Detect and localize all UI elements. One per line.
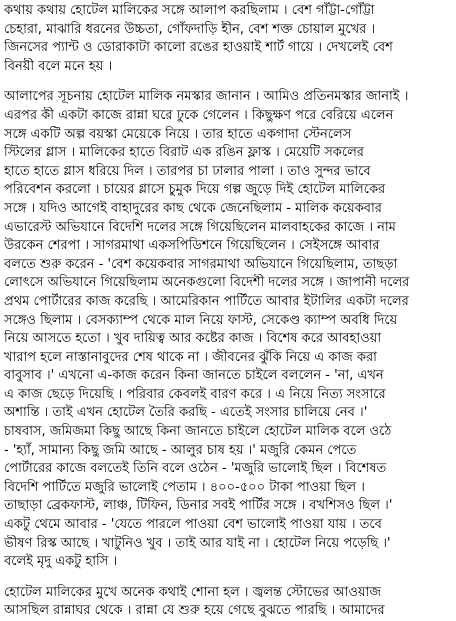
text-line: হাতে হাতে গ্লাস ধরিয়ে দিল । তারপর চা ঢালার পালা । তাও সুন্দর ভাবে [4,163,371,179]
text-line: জিনসের প্যান্ট ও ডোরাকাটা কালো রঙের হাওয়াই শার্ট গায়ে । দেখলেই বেশ [4,40,393,56]
text-line: বিদেশি পার্টিতে মজুরি ভালোই পেতাম । ৪০০-৫০০ টাকা পাওয়া ছিল । [4,479,365,495]
text-line: কথায় কথায় হোটেল মালিকের সঙ্গে আলাপ করছিলাম । বেশ গাঁট্টা-গোঁট্টা [4,3,375,18]
text-line: একটু থেমে আবার - 'যেতে পারলে পাওয়া বেশ ভালোই পাওয়া যায় । তবে [4,517,382,533]
text-line: বলতে শুরু করেন - 'বেশ কয়েকবার সাগরমাথা অভিযানে গিয়েছিলাম, তাছড়া [4,256,398,272]
text-line: লোৎসে অভিযানে গিয়েছিলাম অনেকগুলো বিদেশী দলের সঙ্গে । জাপানী দলের [4,275,410,291]
text-line: অশান্তি । তাই এখন হোটেল তৈরি করছি - এতেই সংসার চালিয়ে নেব ।' [4,405,368,421]
text-line: চাষবাস, জমিজমা কিছু আছে কিনা জানতে চাইলে হোটেল মালিক বলে ওঠে [4,424,392,440]
paragraph-closing [4,584,452,621]
text-line: এরপর কী একটা কাজে রান্না ঘরে ঢুকে গেলেন । কিছুক্ষণ পরে বেরিয়ে এলেন [4,107,394,123]
text-line: পরিবেশন করলো । চায়ের গ্লাসে চুমুক দিয়ে গল্প জুড়ে দিই হোটেল মালিকের [4,182,386,198]
text-line: এ কাজ ছেড়ে দিয়েছি । পরিবার কেবলই বারণ করে । এ নিয়ে নিত্য সংসারে [4,386,386,402]
text-line: উরকেন শেরপা । সাগরমাথা একসপিডিশনে গিয়েছিলেন । সেইসঙ্গে আবার [4,238,380,254]
text-line: এভারেস্ট অভিযানে বিদেশি দলের সঙ্গে গিয়েছিলেন মালবাহকের কাজে । নাম [4,219,396,235]
paragraph-intro [4,2,452,76]
text-line: বিনয়ী বলে মনে হয় । [4,58,113,74]
text-line: আসছিল রান্নাঘর থেকে । রান্না যে শুরু হয়ে গেছে বুঝতে পারছি । আমাদের [4,603,385,619]
text-line: খারাপ হলে নাস্তানাবুদের শেষ থাকে না । জীবনের ঝুঁকি নিয়ে এ কাজ করা [4,349,377,365]
text-line: ভীষণ রিস্ক আছে । খাটুনিও খুব । তাই আর যাই না । হোটেল নিয়ে পড়েছি ।' [4,535,391,551]
text-line: হোটেল মালিকের মুখে অনেক কথাই শোনা হল । জ্বলন্ত স্টোভের আওয়াজ [4,584,381,600]
text-line: তাছাড়া ব্রেকফাস্ট, লাঞ্চ, টিফিন, ডিনার সবই পার্টির সঙ্গে । বখশিসও ছিল ।' [4,498,393,514]
text-line: চেহারা, মাঝারি ধরনের উচ্চতা, গোঁফদাড়ি হীন, বেশ শক্ত চোয়াল মুখের । [4,21,376,37]
text-line: প্রথম পোর্টারের কাজ করেছি । আমেরিকান পার্টিতে আবার ইটালির একটা দলের [4,293,409,309]
text-line: নিয়ে আসতে হতো । খুব দায়িত্ব আর কষ্টের কাজ । বিশেষ করে আবহাওয়া [4,331,382,347]
text-line: বাবুসাব ।' এখনো এ-কাজ করেন কিনা জানতে চাইলে বললেন - 'না, এখন [4,368,384,384]
text-line: সঙ্গে একটি অল্প বয়স্কা মেয়েকে নিয়ে । তার হাতে একগাদা স্টেনলেস [4,126,352,142]
text-line: - 'হ্যাঁ, সামান্য কিছু জমি আছে - আলুর চাষ হয় ।' মজুরি কেমন পেতে [4,442,357,458]
paragraph-conversation [4,88,452,571]
text-line: স্টিলের গ্লাস । মালিকের হাতে বিরাট এক রঙিন ফ্লাস্ক । মেয়েটি সকলের [4,145,364,161]
text-line: বলেই মৃদু একটু হাসি । [4,554,118,570]
text-line: সঙ্গেও ছিলাম । বেসক্যাম্প থেকে মাল নিয়ে ফাস্ট, সেকেণ্ড ক্যাম্প অবধি দিয়ে [4,312,398,328]
text-line: পোর্টারের কাজে বলতেই তিনি বলে ওঠেন - 'মজুরি ভালোই ছিল । বিশেষত [4,461,387,477]
text-line: আলাপের সূচনায় হোটেল মালিক নমস্কার জানান । আমিও প্রতিনমস্কার জানাই । [4,89,409,105]
text-line: সঙ্গে । যদিও আগেই বাহাদুরের কাছ থেকে জেনেছিলাম - মালিক কয়েকবার [4,200,382,216]
